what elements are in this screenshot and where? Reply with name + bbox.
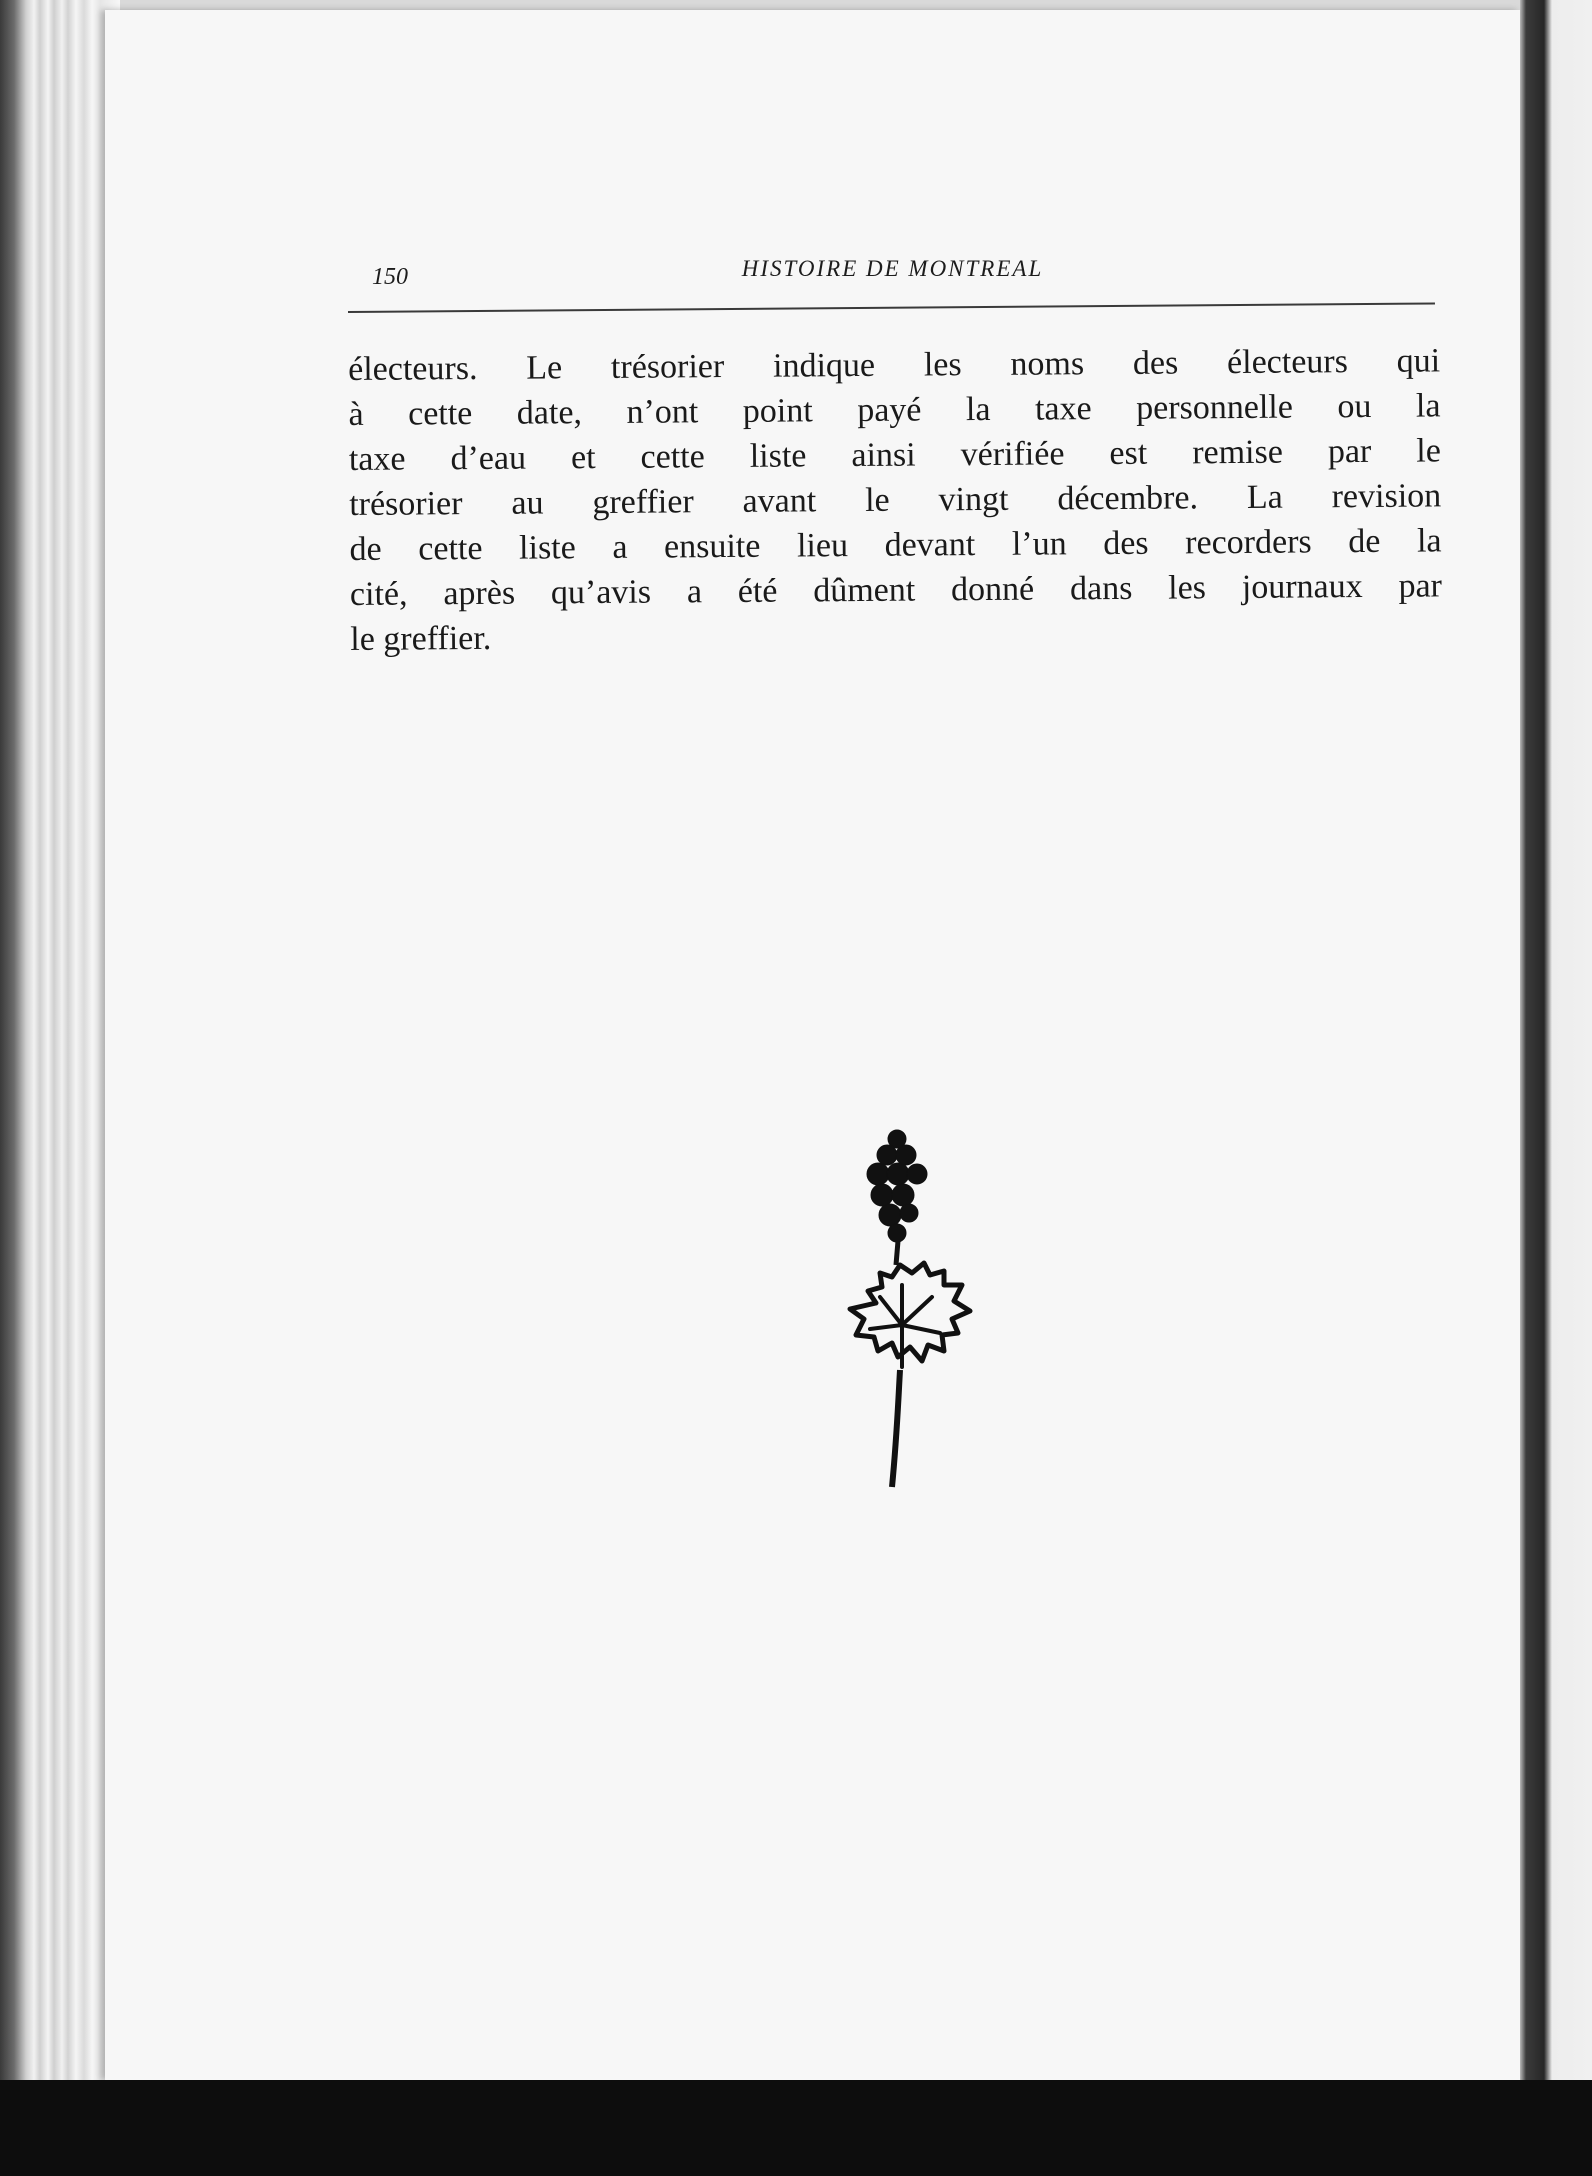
text-line: taxe d’eau et cette liste ainsi vérifiée est remise par le bbox=[348, 432, 1441, 478]
binding-edge bbox=[1520, 0, 1592, 2090]
body-paragraph bbox=[348, 338, 1443, 687]
text-line: à cette date, n’ont point payé la taxe personnelle ou la bbox=[348, 387, 1441, 433]
running-title: HISTOIRE DE MONTREAL bbox=[741, 256, 1044, 281]
text-line: cité, après qu’avis a été dûment donné dans les journaux par bbox=[349, 567, 1443, 613]
running-head bbox=[350, 250, 1435, 300]
book-page bbox=[105, 10, 1520, 2080]
text-line: électeurs. Le trésorier indique les noms des électeurs qui bbox=[348, 342, 1441, 388]
text-line: de cette liste a ensuite lieu devant l’un des recorders de la bbox=[349, 522, 1442, 568]
page-number: 150 bbox=[372, 264, 408, 290]
grape-cluster-with-leaf-icon bbox=[840, 1125, 980, 1490]
scan-border bbox=[0, 2080, 1592, 2176]
page-stack-edge bbox=[0, 0, 120, 2090]
text-line: trésorier au greffier avant le vingt décembre. La revision bbox=[349, 477, 1442, 523]
text-line: le greffier. bbox=[350, 619, 492, 658]
